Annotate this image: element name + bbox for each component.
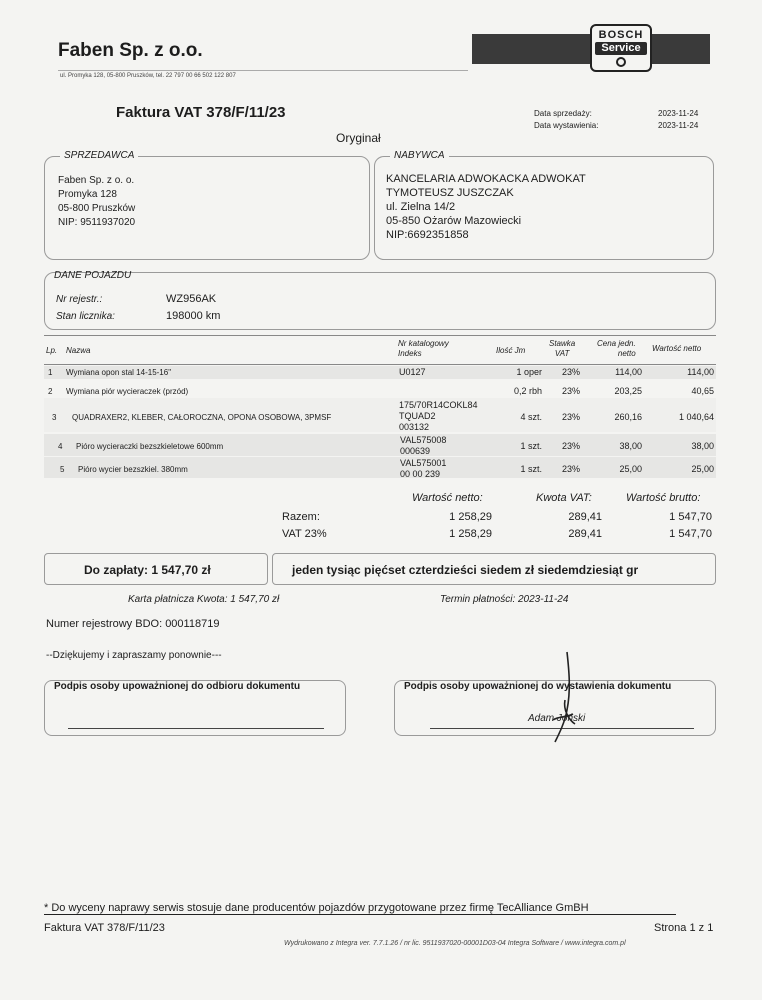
row-catalog-line1: 175/70R14COKL84 bbox=[399, 400, 478, 410]
row-price: 38,00 bbox=[619, 441, 642, 451]
row-qty: 1 szt. bbox=[520, 441, 542, 451]
col-catalog-line1: Nr katalogowy bbox=[398, 339, 449, 348]
payment-due: Termin płatności: 2023-11-24 bbox=[440, 594, 569, 605]
vehicle-reg-value: WZ956AK bbox=[166, 293, 217, 305]
thanks-note: --Dziękujemy i zapraszamy ponownie--- bbox=[46, 650, 222, 661]
row-qty: 1 szt. bbox=[520, 464, 542, 474]
bdo-number: Numer rejestrowy BDO: 000118719 bbox=[46, 618, 220, 630]
seller-line: Promyka 128 bbox=[58, 189, 117, 200]
row-name: Pióro wycier bezszkiel. 380mm bbox=[78, 465, 188, 474]
row-vat: 23% bbox=[562, 441, 581, 451]
row-catalog: U0127 bbox=[399, 367, 426, 377]
row-price: 260,16 bbox=[614, 412, 642, 422]
buyer-line: KANCELARIA ADWOKACKA ADWOKAT bbox=[386, 173, 586, 185]
summary-col-gross: Wartość brutto: bbox=[626, 492, 701, 504]
vehicle-box bbox=[44, 272, 716, 330]
row-name: Pióro wycieraczki bezszkieletowe 600mm bbox=[76, 442, 224, 451]
summary-vat: 289,41 bbox=[568, 528, 602, 540]
row-net: 40,65 bbox=[691, 386, 714, 396]
footer-printed-by: Wydrukowano z Integra ver. 7.7.1.26 / nr lic. 9511937020-00001D03-04 Integra Software / www.integra.com.pl bbox=[284, 940, 626, 947]
issuer-name: Adam Joński bbox=[528, 713, 586, 724]
handwritten-signature bbox=[545, 650, 585, 746]
bosch-service-logo bbox=[590, 24, 652, 72]
buyer-details bbox=[386, 172, 586, 242]
summary-label: VAT 23% bbox=[282, 528, 327, 540]
table-header-rule bbox=[44, 364, 716, 365]
buyer-nip: NIP:6692351858 bbox=[386, 229, 469, 241]
row-qty: 1 oper bbox=[516, 367, 542, 377]
buyer-label: NABYWCA bbox=[390, 150, 449, 161]
sale-date-label: Data sprzedaży: bbox=[534, 109, 592, 118]
row-vat: 23% bbox=[562, 464, 581, 474]
sale-date-value: 2023-11-24 bbox=[658, 109, 699, 118]
vehicle-odometer-label: Stan licznika: bbox=[56, 311, 115, 322]
seller-line: 05-800 Pruszków bbox=[58, 203, 136, 214]
row-lp: 5 bbox=[60, 465, 65, 474]
summary-gross: 1 547,70 bbox=[669, 528, 712, 540]
copy-label: Oryginał bbox=[336, 131, 381, 145]
header-dark-band bbox=[472, 34, 590, 64]
footer-doc-number: Faktura VAT 378/F/11/23 bbox=[44, 922, 165, 934]
logo-text-bosch: BOSCH bbox=[598, 29, 644, 41]
receiver-signature-line bbox=[68, 728, 324, 729]
row-catalog-line2: 000639 bbox=[400, 446, 431, 456]
col-name: Nazwa bbox=[66, 346, 91, 355]
issuer-signature-label: Podpis osoby upoważnionej do wystawienia dokumentu bbox=[404, 681, 672, 692]
col-catalog-line2: Indeks bbox=[398, 349, 422, 358]
col-vat-line2: VAT bbox=[554, 349, 570, 358]
vehicle-label: DANE POJAZDU bbox=[54, 270, 132, 281]
row-net: 114,00 bbox=[687, 367, 714, 377]
buyer-line: 05-850 Ożarów Mazowiecki bbox=[386, 215, 522, 227]
summary-vat: 289,41 bbox=[568, 511, 602, 523]
row-lp: 3 bbox=[52, 413, 57, 422]
row-catalog-line3: 003132 bbox=[399, 422, 430, 432]
row-net: 1 040,64 bbox=[678, 412, 714, 422]
footer-page-number: Strona 1 z 1 bbox=[654, 922, 714, 934]
row-price: 25,00 bbox=[619, 464, 642, 474]
col-vat bbox=[549, 339, 575, 359]
vehicle-odometer-value: 198000 km bbox=[166, 310, 221, 322]
bosch-armature-icon bbox=[616, 57, 626, 67]
seller-line: Faben Sp. z o. o. bbox=[58, 175, 135, 186]
row-catalog-line2: TQUAD2 bbox=[399, 411, 436, 421]
buyer-line: TYMOTEUSZ JUSZCZAK bbox=[386, 187, 514, 199]
row-catalog-line2: 00 00 239 bbox=[400, 469, 441, 479]
col-qty: Ilość Jm bbox=[496, 346, 526, 355]
summary-net: 1 258,29 bbox=[449, 528, 492, 540]
row-catalog bbox=[400, 435, 446, 457]
row-name: Wymiana piór wycieraczek (przód) bbox=[66, 387, 189, 396]
summary-gross: 1 547,70 bbox=[669, 511, 712, 523]
invoice-title: Faktura VAT 378/F/11/23 bbox=[116, 104, 286, 121]
row-price: 114,00 bbox=[615, 367, 642, 377]
summary-col-vat: Kwota VAT: bbox=[536, 492, 592, 504]
col-vat-line1: Stawka bbox=[549, 339, 576, 348]
payment-method: Karta płatnicza Kwota: 1 547,70 zł bbox=[128, 594, 280, 605]
row-vat: 23% bbox=[562, 386, 581, 396]
to-pay-amount: Do zapłaty: 1 547,70 zł bbox=[84, 563, 211, 577]
logo-text-service: Service bbox=[595, 42, 647, 55]
summary-net: 1 258,29 bbox=[449, 511, 492, 523]
row-lp: 1 bbox=[48, 368, 53, 377]
row-catalog bbox=[400, 458, 446, 480]
row-qty: 0,2 rbh bbox=[513, 386, 542, 396]
row-catalog-line1: VAL575008 bbox=[400, 435, 447, 445]
footer-note: * Do wyceny naprawy serwis stosuje dane producentów pojazdów przygotowane przez firmę TecAlliance GmBH bbox=[44, 902, 589, 914]
header-dark-band-right bbox=[652, 34, 710, 64]
summary-col-net: Wartość netto: bbox=[412, 492, 483, 504]
seller-nip: NIP: 9511937020 bbox=[58, 217, 136, 228]
col-price-line1: Cena jedn. bbox=[597, 339, 636, 348]
col-net: Wartość netto bbox=[652, 344, 702, 353]
row-name: QUADRAXER2, KLEBER, CAŁOROCZNA, OPONA OSOBOWA, 3PMSF bbox=[72, 413, 332, 422]
row-lp: 4 bbox=[58, 442, 63, 451]
row-vat: 23% bbox=[562, 412, 581, 422]
row-name: Wymiana opon stal 14-15-16" bbox=[66, 368, 172, 377]
row-vat: 23% bbox=[562, 367, 581, 377]
amount-in-words: jeden tysiąc pięćset czterdzieści siedem zł siedemdziesiąt gr bbox=[292, 563, 639, 577]
row-price: 203,25 bbox=[614, 386, 642, 396]
issue-date-value: 2023-11-24 bbox=[658, 121, 699, 130]
row-net: 25,00 bbox=[691, 464, 714, 474]
col-catalog bbox=[398, 339, 449, 359]
seller-details bbox=[58, 174, 135, 230]
row-net: 38,00 bbox=[691, 441, 714, 451]
row-catalog bbox=[399, 400, 478, 433]
company-address: ul. Promyka 128, 05-800 Pruszków, tel. 22 797 00 66 502 122 807 bbox=[60, 73, 236, 79]
seller-label: SPRZEDAWCA bbox=[60, 150, 138, 161]
col-price-line2: netto bbox=[617, 349, 636, 358]
row-catalog-line1: VAL575001 bbox=[400, 458, 447, 468]
footer-rule bbox=[44, 914, 676, 915]
row-lp: 2 bbox=[48, 387, 53, 396]
table-top-rule bbox=[44, 335, 716, 336]
header-rule bbox=[58, 70, 468, 71]
receiver-signature-label: Podpis osoby upoważnionej do odbioru dokumentu bbox=[54, 681, 301, 692]
col-price bbox=[597, 339, 636, 359]
buyer-line: ul. Zielna 14/2 bbox=[386, 201, 456, 213]
row-qty: 4 szt. bbox=[520, 412, 542, 422]
col-lp: Lp. bbox=[46, 346, 58, 355]
vehicle-reg-label: Nr rejestr.: bbox=[56, 294, 103, 305]
company-name: Faben Sp. z o.o. bbox=[58, 40, 203, 61]
issue-date-label: Data wystawienia: bbox=[534, 121, 599, 130]
summary-label: Razem: bbox=[282, 511, 320, 523]
